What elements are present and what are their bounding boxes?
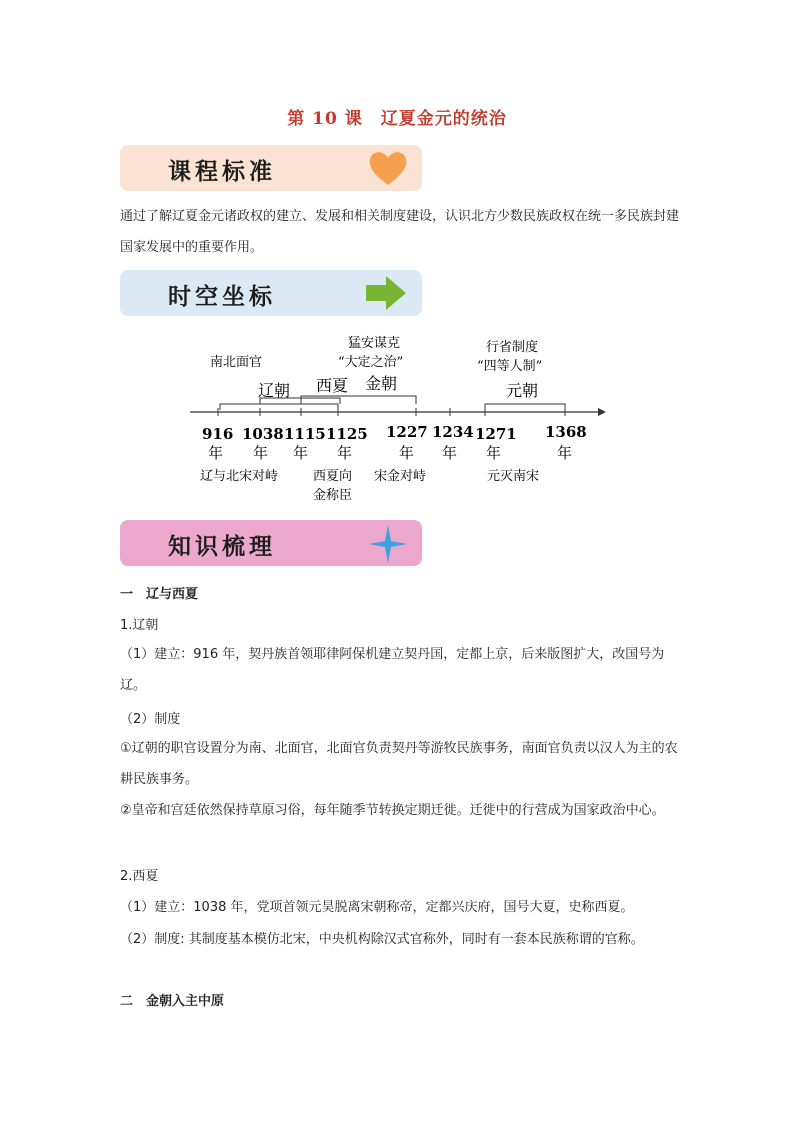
event-xixia-1: 西夏向 bbox=[313, 469, 353, 484]
dynasty-xixia: 西夏 bbox=[316, 376, 349, 395]
year-1368: 1368 bbox=[545, 423, 587, 441]
subsection-heading: 1.辽朝 bbox=[120, 618, 159, 633]
year-1227: 1227 bbox=[386, 423, 428, 441]
year-1234: 1234 bbox=[432, 423, 474, 441]
year-unit: 年 bbox=[253, 444, 269, 462]
year-1271: 1271 bbox=[475, 425, 517, 443]
paragraph: （2）制度: 其制度基本模仿北宋，中央机构除汉式官称外，同时有一套本民族称谓的官称。 bbox=[120, 932, 644, 947]
jin-brace bbox=[301, 396, 416, 404]
arrow-right-icon bbox=[364, 274, 408, 316]
year-unit: 年 bbox=[337, 444, 353, 462]
event-xixia-2: 金称臣 bbox=[313, 488, 353, 503]
course-standard-banner bbox=[120, 145, 422, 191]
section-heading: 二 金朝入主中原 bbox=[120, 994, 225, 1009]
paragraph: ②皇帝和宫廷依然保持草原习俗，每年随季节转换定期迁徙。迁徙中的行营成为国家政治中心。 bbox=[120, 803, 665, 818]
axis-arrowhead bbox=[598, 408, 606, 416]
section-heading: 一 辽与西夏 bbox=[120, 587, 199, 602]
heart-icon bbox=[368, 149, 408, 191]
liao-brace bbox=[220, 404, 338, 410]
event-yuan-song: 元灭南宋 bbox=[487, 469, 540, 484]
banner-label: 课程标准 bbox=[168, 159, 276, 185]
paragraph: （1）建立：1038 年，党项首领元昊脱离宋朝称帝，定都兴庆府，国号大夏，史称西夏。 bbox=[120, 900, 634, 915]
knowledge-banner bbox=[120, 520, 422, 566]
note-xingsheng: 行省制度 bbox=[486, 340, 539, 355]
year-unit: 年 bbox=[208, 444, 224, 462]
standard-paragraph: 通过了解辽夏金元诸政权的建立、发展和相关制度建设，认识北方少数民族政权在统一多民族封建国家发展中的重要作用。 bbox=[120, 209, 680, 255]
dynasty-yuan: 元朝 bbox=[506, 381, 539, 400]
year-unit: 年 bbox=[557, 444, 573, 462]
paragraph: （2）制度 bbox=[120, 712, 181, 727]
year-1038: 1038 bbox=[242, 425, 284, 443]
dynasty-jin: 金朝 bbox=[365, 374, 398, 393]
year-unit: 年 bbox=[399, 444, 415, 462]
note-nanbei: 南北面官 bbox=[210, 355, 263, 370]
year-unit: 年 bbox=[486, 444, 502, 462]
paragraph: ①辽朝的职官设置分为南、北面官，北面官负责契丹等游牧民族事务，南面官负责以汉人为主的农耕民族事务。 bbox=[120, 741, 678, 787]
yuan-brace bbox=[485, 404, 565, 410]
event-song-jin: 宋金对峙 bbox=[374, 469, 427, 484]
year-unit: 年 bbox=[293, 444, 309, 462]
year-1115: 1115 bbox=[284, 425, 326, 443]
paragraph: （1）建立：916 年，契丹族首领耶律阿保机建立契丹国，定都上京，后来版图扩大，改国号为辽。 bbox=[120, 647, 665, 693]
year-1125: 1125 bbox=[326, 425, 368, 443]
timeline-banner bbox=[120, 270, 422, 316]
subsection-heading: 2.西夏 bbox=[120, 869, 159, 884]
timeline-diagram bbox=[180, 325, 610, 510]
year-916: 916 bbox=[202, 425, 234, 443]
banner-label: 知识梳理 bbox=[168, 534, 276, 560]
dynasty-liao: 辽朝 bbox=[258, 381, 291, 400]
event-liao-song: 辽与北宋对峙 bbox=[200, 469, 279, 484]
note-mengan: 猛安谋克 bbox=[348, 336, 401, 351]
banner-label: 时空坐标 bbox=[168, 284, 276, 310]
sparkle-icon bbox=[368, 524, 408, 568]
page-title: 第 10 课 辽夏金元的统治 bbox=[287, 109, 507, 129]
year-unit: 年 bbox=[442, 444, 458, 462]
note-sideng: “四等人制” bbox=[477, 359, 543, 374]
note-dading: “大定之治” bbox=[338, 355, 404, 370]
